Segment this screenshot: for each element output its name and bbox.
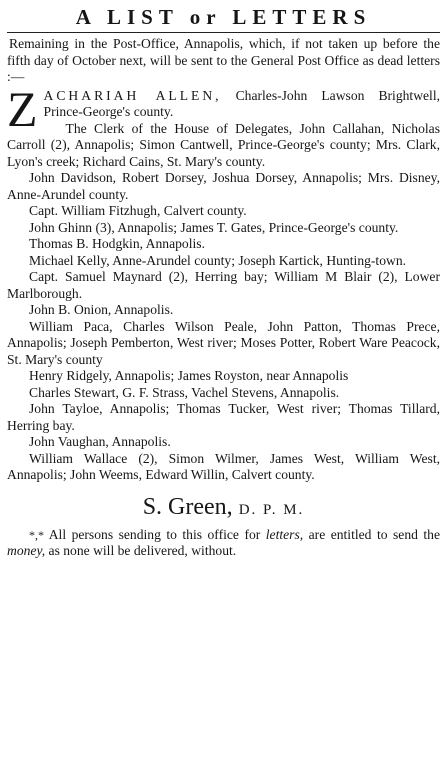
notice-italic-money: money, [7,543,46,558]
first-entry-caps: ACHARIAH ALLEN, [43,87,222,103]
title-rule [7,32,440,33]
list-item: Thomas B. Hodgkin, Annapolis. [29,236,205,251]
list-item: John B. Onion, Annapolis. [29,302,174,317]
list-item: John Ghinn (3), Annapolis; James T. Gates, Prince-George's county. [29,219,399,235]
drop-cap: Z [7,80,38,137]
notice-text-3: as none will be delivered, without. [45,543,237,558]
list-item: The Clerk of the House of Delegates, John Callahan, Nicholas Carroll (2), Annapolis; Simon Cantwell, Prince-George's county; Mrs. Clark, Lyon's creek; Richard Cains, St. Mary's county. [7,120,440,169]
list-item: Charles Stewart, G. F. Strass, Vachel Stevens, Annapolis. [29,384,340,400]
list-item: Michael Kelly, Anne-Arundel county; Joseph Kartick, Hunting-town. [29,252,407,268]
list-item: Capt. William Fitzhugh, Calvert county. [29,203,247,218]
list-item: Capt. Samuel Maynard (2), Herring bay; William M Blair (2), Lower Marlborough. [7,269,440,301]
notice-text-2: are entitled to send the [303,526,440,542]
letters-list [7,80,441,484]
list-item: Henry Ridgely, Annapolis; James Royston, near Annapolis [29,368,349,383]
list-item: John Davidson, Robert Dorsey, Joshua Dorsey, Annapolis; Mrs. Disney, Anne-Arundel county. [7,170,440,202]
list-item: William Wallace (2), Simon Wilmer, James West, William West, Annapolis; John Weems, Edward Willin, Calvert county. [7,450,440,482]
list-item [7,80,441,137]
intro-paragraph: Remaining in the Post-Office, Annapolis, which, if not taken up before the fifth day of October next, will be sent to the General Post Office as dead letters :— [7,36,440,84]
list-item: John Vaughan, Annapolis. [29,434,171,449]
list-item: John Tayloe, Annapolis; Thomas Tucker, West river; Thomas Tillard, Herring bay. [7,401,440,433]
first-entry-rest: Charles-John Lawson Brightwell, Prince-George's county. [43,87,441,119]
notice-italic-letters: letters, [265,526,304,542]
signature-name: S. Green, [142,493,233,520]
asterism: *,* [29,527,44,542]
page-title: A LIST or LETTERS [75,5,372,29]
signature-title: D. P. M. [238,501,305,518]
notice-paragraph [7,527,440,560]
signature [7,492,440,525]
notice-text-1: All persons sending to this office for [44,526,266,542]
list-item: William Paca, Charles Wilson Peale, John Patton, Thomas Prece, Annapolis; Joseph Pemberton, West river; Moses Potter, Robert Ware Peacock, St. Mary's county [7,318,440,367]
